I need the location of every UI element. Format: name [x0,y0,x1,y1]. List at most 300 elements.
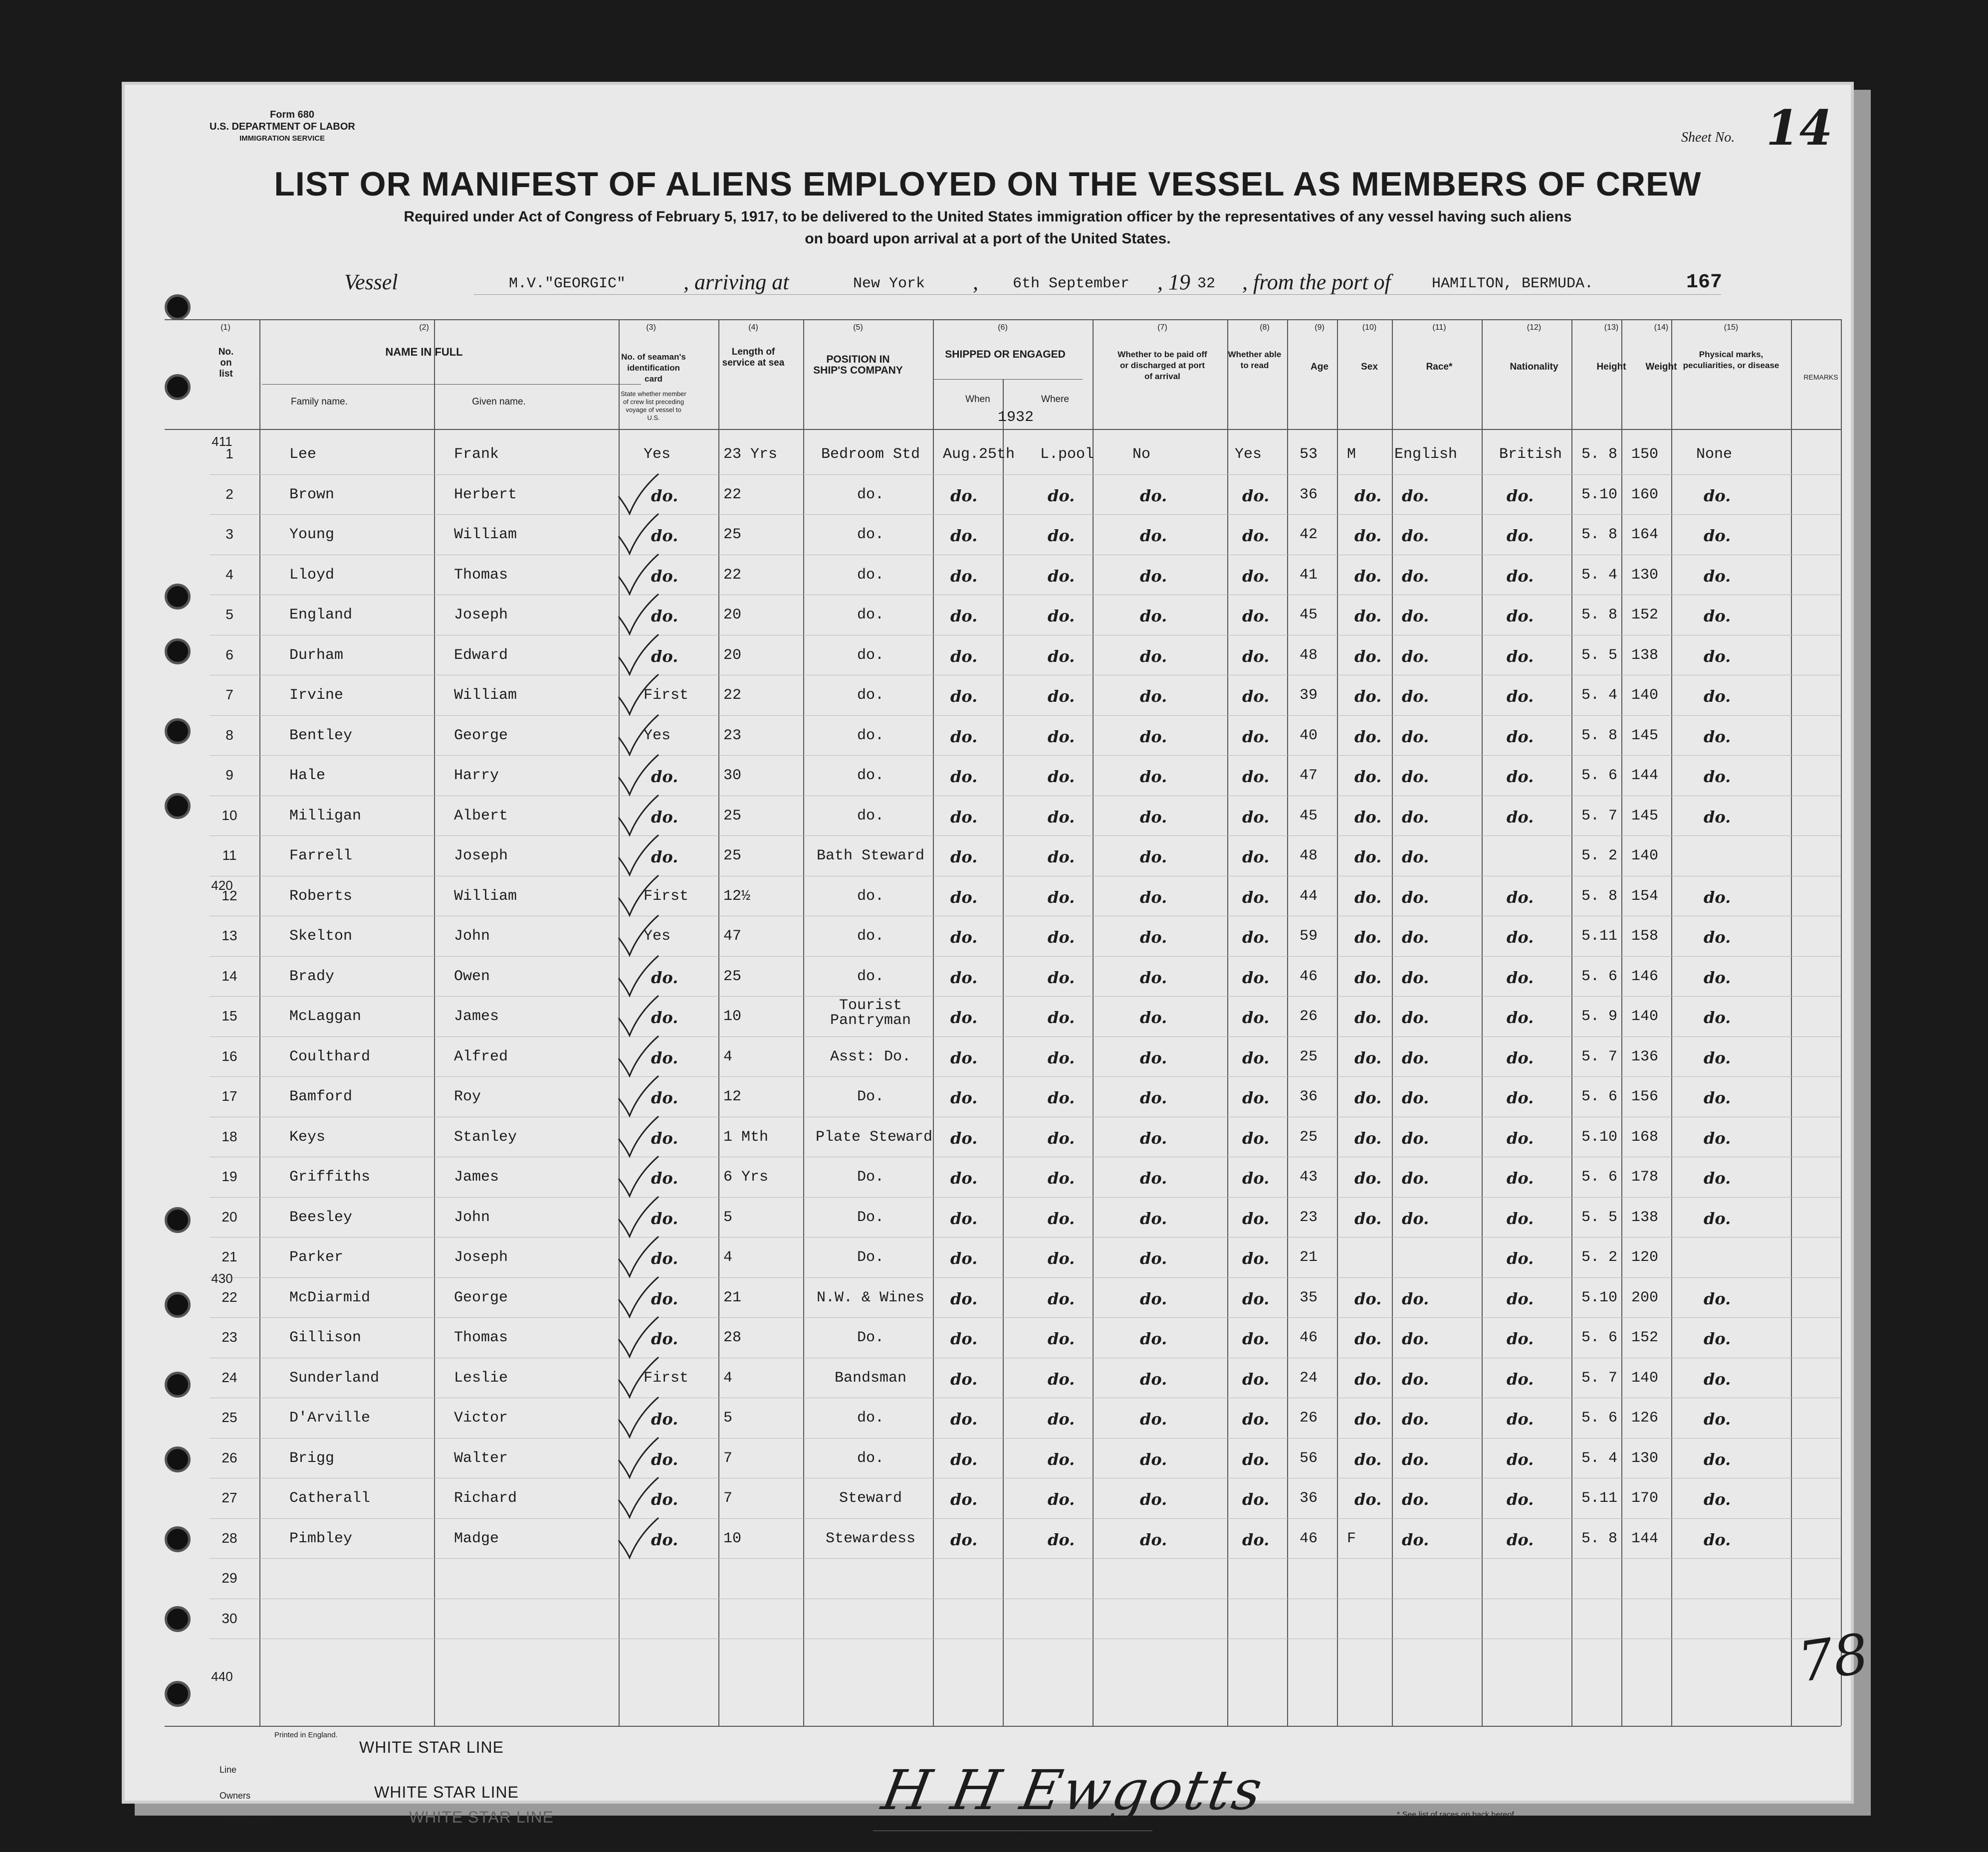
row-rule [210,474,1841,475]
race-cell: do. [1402,1088,1429,1107]
position-cell: do. [857,646,884,664]
position-cell: Plate Steward [816,1128,933,1146]
position-cell: do. [857,887,884,905]
weight-cell: 156 [1631,1088,1659,1105]
physical-marks-cell: do. [1704,1490,1731,1509]
age-cell: 59 [1300,928,1318,945]
shipped-when-cell: do. [950,1369,978,1389]
nationality-cell: do. [1507,1048,1534,1067]
arrival-year: 32 [1197,275,1216,292]
service-cell: 25 [723,526,742,543]
physical-marks-cell: do. [1704,1048,1731,1067]
line-label: Line [220,1765,237,1775]
physical-marks-cell: do. [1704,646,1731,666]
family-name-cell: Gillison [289,1329,362,1346]
id-card-cell: do. [651,807,678,826]
shipped-where-cell: do. [1048,1128,1075,1148]
id-card-cell: do. [651,1329,678,1348]
row-number: 29 [221,1570,237,1586]
race-cell: do. [1402,727,1429,746]
position-cell: Bandsman [834,1369,907,1387]
service-cell: 20 [723,646,742,664]
race-cell: do. [1402,1490,1429,1509]
comma: , [973,270,978,294]
family-name-cell: Farrell [289,847,353,864]
row-number: 9 [225,767,233,783]
paid-off-cell: No [1132,446,1151,463]
family-name-cell: Catherall [289,1490,371,1507]
family-name-cell: Keys [289,1128,326,1146]
shipped-when-cell: do. [950,1048,978,1067]
line-value: WHITE STAR LINE [359,1738,504,1756]
shipped-when-cell: do. [950,1490,978,1509]
arrival-port: New York [853,275,925,292]
shipped-when-cell: do. [950,646,978,666]
column-rule [718,319,719,1726]
position-cell: do. [857,526,884,543]
id-card-cell: Yes [644,727,671,744]
age-cell: 35 [1300,1289,1318,1306]
height-cell: 5. 5 [1581,1209,1618,1226]
check-mark-icon [614,1033,673,1078]
id-card-cell: do. [651,1410,678,1429]
race-cell: do. [1402,1289,1429,1308]
check-mark-icon [614,873,673,918]
margin-mark: 430 [211,1271,233,1286]
col-head-family: Family name. [290,397,348,407]
col-head-age: Age [1311,362,1328,372]
shipped-where-cell: do. [1048,486,1075,505]
nationality-cell: do. [1507,607,1534,625]
shipped-where-cell: do. [1048,1410,1075,1429]
page-title: LIST OR MANIFEST OF ALIENS EMPLOYED ON THE VESSEL AS MEMBERS OF CREW [274,165,1702,203]
check-mark-icon [614,832,673,877]
col-head-height: Height [1596,362,1626,372]
shipped-when-cell: do. [950,1128,978,1148]
remarks-mark: 78 [1794,1621,1873,1695]
age-cell: 45 [1300,607,1318,623]
age-cell: 40 [1300,727,1318,744]
col-num: (1) [221,323,230,332]
punch-hole [165,1372,191,1398]
check-mark-icon [614,1435,673,1480]
id-card-cell: Yes [644,928,671,945]
arrival-date: 6th September [1013,275,1130,292]
race-note: * See list of races on back hereof. [1397,1811,1517,1819]
row-number: 20 [221,1209,237,1225]
service-cell: 23 Yrs [723,446,778,463]
column-rule [1287,319,1288,1726]
row-number: 8 [225,727,233,743]
position-cell: Bath Steward [816,847,925,864]
age-cell: 48 [1300,847,1318,864]
physical-marks-cell: do. [1704,928,1731,947]
nationality-cell: do. [1507,1008,1534,1027]
age-cell: 21 [1300,1249,1318,1266]
shipped-when-cell: do. [950,607,978,625]
id-card-cell: do. [651,607,678,625]
check-mark-icon [614,1073,673,1118]
race-cell: English [1394,446,1458,463]
margin-mark: 440 [211,1669,233,1684]
paid-off-cell: do. [1140,727,1167,746]
check-mark-icon [614,1475,673,1520]
paid-off-cell: do. [1140,928,1167,947]
check-mark-icon [614,1515,673,1560]
sex-cell: do. [1354,486,1382,505]
row-rule [210,1317,1841,1318]
race-cell: do. [1402,1329,1429,1348]
height-cell: 5. 6 [1581,1329,1618,1346]
shipped-when-cell: do. [950,1530,978,1549]
weight-cell: 168 [1631,1128,1659,1146]
col-head-where: Where [1041,394,1069,405]
shipped-where-cell: do. [1048,807,1075,826]
sex-cell: F [1347,1530,1356,1547]
name-rule [262,384,641,385]
race-cell: do. [1402,1369,1429,1389]
col-num: (11) [1432,323,1446,332]
row-rule [210,514,1841,515]
physical-marks-cell: do. [1704,1088,1731,1107]
given-name-cell: James [454,1169,499,1186]
sex-cell: do. [1354,1329,1382,1348]
given-name-cell: Walter [454,1449,508,1467]
sex-cell: do. [1354,687,1382,706]
row-rule [210,1518,1841,1519]
position-cell: do. [857,687,884,704]
able-to-read-cell: do. [1242,1048,1270,1067]
given-name-cell: Owen [454,968,490,985]
physical-marks-cell: do. [1704,767,1731,786]
service-cell: 4 [723,1369,733,1387]
id-card-cell: do. [651,486,678,505]
shipped-where-cell: do. [1048,1088,1075,1107]
col-head-service: Length of service at sea [722,347,785,368]
age-cell: 42 [1300,526,1318,543]
physical-marks-cell: do. [1704,526,1731,545]
physical-marks-cell: do. [1704,1169,1731,1188]
nationality-cell: do. [1507,968,1534,987]
inspector-label: Immigrant Inspector. [1013,1833,1088,1843]
physical-marks-cell: None [1696,446,1733,463]
col-num: (14) [1654,323,1669,332]
age-cell: 41 [1300,566,1318,584]
row-number: 30 [221,1610,237,1626]
position-cell: Do. [857,1169,884,1186]
race-cell: do. [1402,1048,1429,1067]
position-cell: Stewardess [825,1530,916,1547]
given-name-cell: Thomas [454,1329,508,1346]
sex-cell: do. [1354,928,1382,947]
sex-cell: do. [1354,847,1382,866]
service-cell: 22 [723,486,742,503]
paid-off-cell: do. [1140,1249,1167,1268]
row-number: 1 [225,446,233,461]
check-mark-icon [614,913,673,958]
height-cell: 5. 6 [1581,1088,1618,1105]
age-cell: 26 [1300,1008,1318,1025]
race-cell: do. [1402,1209,1429,1228]
family-name-cell: Young [289,526,335,543]
service: IMMIGRATION SERVICE [239,134,325,143]
able-to-read-cell: do. [1242,1128,1270,1148]
service-cell: 4 [723,1048,733,1065]
race-cell: do. [1402,767,1429,786]
service-cell: 6 Yrs [723,1169,769,1186]
inspector-signature: H H Ewgotts [877,1758,1269,1822]
physical-marks-cell: do. [1704,968,1731,987]
weight-cell: 140 [1631,687,1659,704]
able-to-read-cell: do. [1242,1369,1270,1389]
position-cell: Asst: Do. [830,1048,911,1065]
fine-note-1: Note.—Failure to furnish full or correct information in columns (2), (5), (6) and (7) [1387,1831,1672,1839]
id-card-cell: do. [651,1249,678,1268]
row-number: 21 [221,1249,237,1264]
row-number: 22 [221,1289,237,1305]
paid-off-cell: do. [1140,1008,1167,1027]
paid-off-cell: do. [1140,887,1167,907]
family-name-cell: Lloyd [289,566,335,584]
service-cell: 25 [723,807,742,824]
able-to-read-cell: do. [1242,887,1270,907]
id-card-cell: do. [651,1048,678,1067]
sex-cell: M [1347,446,1356,463]
family-name-cell: Griffiths [289,1169,371,1186]
height-cell: 5. 8 [1581,727,1618,744]
sex-cell: do. [1354,1449,1382,1469]
shipped-where-cell: do. [1048,646,1075,666]
row-number: 2 [225,486,233,502]
physical-marks-cell: do. [1704,1209,1731,1228]
shipped-where-cell: do. [1048,1329,1075,1348]
race-cell: do. [1402,968,1429,987]
col-num: (12) [1527,323,1542,332]
row-number: 17 [221,1088,237,1104]
check-mark-icon [614,1355,673,1400]
punch-hole [165,1292,191,1318]
position-cell: do. [857,968,884,985]
shipped-where-cell: do. [1048,1249,1075,1268]
margin-mark: 420 [211,878,233,893]
height-cell: 5. 7 [1581,1048,1618,1065]
given-name-cell: Thomas [454,566,508,584]
able-to-read-cell: Yes [1235,446,1262,463]
age-cell: 44 [1300,887,1318,905]
weight-cell: 152 [1631,607,1659,623]
physical-marks-cell: do. [1704,1289,1731,1308]
service-cell: 5 [723,1410,733,1427]
position-cell: Bedroom Std [821,446,920,463]
row-rule [210,715,1841,716]
column-rule [933,319,934,1726]
col-num: (6) [998,323,1008,332]
footer-rule [165,1726,1841,1727]
paid-off-cell: do. [1140,1410,1167,1429]
weight-cell: 136 [1631,1048,1659,1065]
family-name-cell: Coulthard [289,1048,371,1065]
physical-marks-cell: do. [1704,807,1731,826]
height-cell: 5. 7 [1581,807,1618,824]
id-card-cell: do. [651,1530,678,1549]
age-cell: 56 [1300,1449,1318,1467]
punch-hole [165,374,191,400]
nationality-cell: do. [1507,1209,1534,1228]
weight-cell: 200 [1631,1289,1659,1306]
subtitle-line-1: Required under Act of Congress of February 5, 1917, to be delivered to the United States immigration officer by the representatives of any vessel having such aliens [404,208,1572,225]
col-head-nationality: Nationality [1510,362,1558,372]
able-to-read-cell: do. [1242,767,1270,786]
row-rule [210,1036,1841,1037]
shipped-when-cell: do. [950,1329,978,1348]
shipped-where-cell: do. [1048,566,1075,586]
paid-off-cell: do. [1140,1169,1167,1188]
given-name-cell: Albert [454,807,508,824]
check-mark-icon [614,552,673,597]
age-cell: 25 [1300,1128,1318,1146]
id-card-cell: do. [651,646,678,666]
col-num: (13) [1604,323,1619,332]
shipped-where-cell: do. [1048,1449,1075,1469]
row-number: 16 [221,1048,237,1064]
weight-cell: 170 [1631,1490,1659,1507]
row-number: 28 [221,1530,237,1546]
family-name-cell: England [289,607,353,623]
height-cell: 5. 5 [1581,646,1618,664]
nationality-cell: do. [1507,486,1534,505]
row-number: 24 [221,1369,237,1385]
service-cell: 23 [723,727,742,744]
col-num: (7) [1157,323,1167,332]
physical-marks-cell: do. [1704,1329,1731,1348]
paid-off-cell: do. [1140,1289,1167,1308]
weight-cell: 145 [1631,727,1659,744]
able-to-read-cell: do. [1242,566,1270,586]
col-head-sex: Sex [1361,362,1378,372]
physical-marks-cell: do. [1704,1008,1731,1027]
nationality-cell: do. [1507,928,1534,947]
punch-hole [165,793,191,819]
sex-cell: do. [1354,887,1382,907]
weight-cell: 144 [1631,767,1659,784]
family-name-cell: Roberts [289,887,353,905]
given-name-cell: Victor [454,1410,508,1427]
shipped-when-cell: do. [950,1249,978,1268]
owners-value: WHITE STAR LINE [374,1783,519,1801]
paid-off-cell: do. [1140,1048,1167,1067]
service-cell: 25 [723,968,742,985]
nationality-cell: do. [1507,646,1534,666]
given-name-cell: William [454,526,517,543]
id-card-cell: do. [651,526,678,545]
service-cell: 21 [723,1289,742,1306]
given-name-cell: Edward [454,646,508,664]
shipped-when-cell: do. [950,847,978,866]
row-number: 14 [221,968,237,984]
col-num: (10) [1362,323,1377,332]
row-number: 23 [221,1329,237,1345]
paid-off-cell: do. [1140,1490,1167,1509]
check-mark-icon [614,1154,673,1199]
nationality-cell: do. [1507,1169,1534,1188]
shipped-where-cell: do. [1048,687,1075,706]
service-cell: 30 [723,767,742,784]
service-cell: 12 [723,1088,742,1105]
service-cell: 20 [723,607,742,623]
sex-cell: do. [1354,727,1382,746]
given-name-cell: Richard [454,1490,517,1507]
row-rule [210,1277,1841,1278]
given-name-cell: Harry [454,767,499,784]
col-head-card-note: State whether member of crew list preceding voyage of vessel to U.S. [621,390,686,421]
physical-marks-cell: do. [1704,486,1731,505]
family-name-cell: Durham [289,646,344,664]
col-num: (15) [1724,323,1739,332]
col-num: (9) [1315,323,1325,332]
col-head-position: POSITION IN SHIP'S COMPANY [813,354,903,376]
race-cell: do. [1402,566,1429,586]
position-cell: Do. [857,1329,884,1346]
paid-off-cell: do. [1140,1369,1167,1389]
shipped-when-cell: do. [950,887,978,907]
age-cell: 24 [1300,1369,1318,1387]
punch-hole [165,638,191,664]
check-mark-icon [614,1274,673,1319]
paid-off-cell: do. [1140,1530,1167,1549]
race-cell: do. [1402,1169,1429,1188]
able-to-read-cell: do. [1242,807,1270,826]
age-cell: 48 [1300,646,1318,664]
physical-marks-cell: do. [1704,1449,1731,1469]
height-cell: 5.11 [1581,1490,1618,1507]
row-number: 12 [221,887,237,903]
nationality-cell: do. [1507,1128,1534,1148]
shipped-when-cell: do. [950,1169,978,1188]
agents-value: WHITE STAR LINE [409,1808,554,1826]
paid-off-cell: do. [1140,767,1167,786]
given-name-cell: Roy [454,1088,481,1105]
service-cell: 10 [723,1008,742,1025]
position-cell: do. [857,607,884,623]
check-mark-icon [614,672,673,717]
column-rule [803,319,804,1726]
id-card-cell: do. [651,1449,678,1469]
given-name-cell: William [454,687,517,704]
paid-off-cell: do. [1140,687,1167,706]
shipped-when-cell: do. [950,1410,978,1429]
given-name-cell: John [454,928,490,945]
weight-cell: 140 [1631,847,1659,864]
sex-cell: do. [1354,1088,1382,1107]
age-cell: 47 [1300,767,1318,784]
check-mark-icon [614,1114,673,1159]
race-cell: do. [1402,928,1429,947]
height-cell: 5. 8 [1581,887,1618,905]
paid-off-cell: do. [1140,646,1167,666]
weight-cell: 150 [1631,446,1659,463]
paid-off-cell: do. [1140,607,1167,625]
position-cell: N.W. & Wines [816,1289,925,1306]
id-card-cell: do. [651,1088,678,1107]
shipped-when-cell: do. [950,807,978,826]
family-name-cell: Irvine [289,687,344,704]
height-cell: 5. 4 [1581,566,1618,584]
shipped-when-cell: do. [950,1449,978,1469]
col-head-when: When [965,394,990,405]
check-mark-icon [614,793,673,837]
nationality-cell: do. [1507,807,1534,826]
check-mark-icon [614,632,673,677]
